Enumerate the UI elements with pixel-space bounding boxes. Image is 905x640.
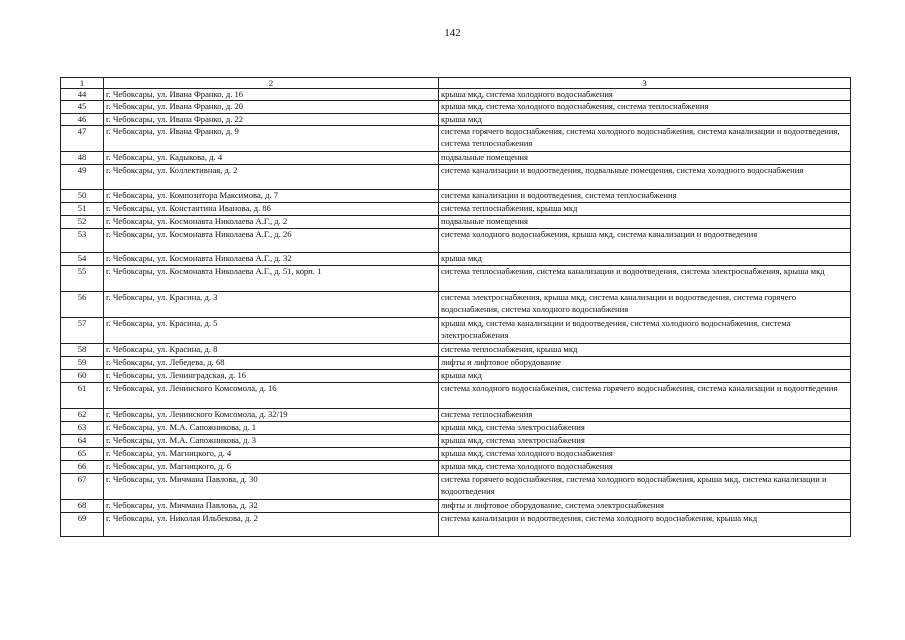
address-cell: г. Чебоксары, ул. Композитора Максимова, д. 7 xyxy=(104,190,439,203)
row-number-cell: 46 xyxy=(61,113,104,125)
table-row xyxy=(61,203,851,216)
systems-cell: система канализации и водоотведения, подвальные помещения, система холодного водоснабжения xyxy=(439,165,851,190)
systems-cell: крыша мкд, система электроснабжения xyxy=(439,435,851,448)
address-cell: г. Чебоксары, ул. Николая Ильбекова, д. 2 xyxy=(104,513,439,537)
systems-cell: система горячего водоснабжения, система холодного водоснабжения, крыша мкд, система канализации и водоотведения xyxy=(439,474,851,500)
row-number-cell: 64 xyxy=(61,435,104,448)
systems-cell: подвальные помещения xyxy=(439,216,851,229)
row-number-cell: 47 xyxy=(61,126,104,152)
address-cell: г. Чебоксары, ул. Мичмана Павлова, д. 30 xyxy=(104,474,439,500)
address-cell: г. Чебоксары, ул. Космонавта Николаева А.Г., д. 51, корп. 1 xyxy=(104,266,439,292)
row-number-cell: 68 xyxy=(61,500,104,513)
table-row xyxy=(61,448,851,461)
row-number-cell: 69 xyxy=(61,513,104,537)
systems-cell: крыша мкд xyxy=(439,370,851,383)
table-row xyxy=(61,152,851,165)
table-row xyxy=(61,513,851,537)
systems-cell: крыша мкд xyxy=(439,113,851,125)
table-row xyxy=(61,409,851,422)
address-cell: г. Чебоксары, ул. Магницкого, д. 6 xyxy=(104,461,439,474)
page-number: 142 xyxy=(444,27,461,39)
table-row xyxy=(61,435,851,448)
table-row xyxy=(61,318,851,344)
address-cell: г. Чебоксары, ул. Кадыкова, д. 4 xyxy=(104,152,439,165)
row-number-cell: 63 xyxy=(61,422,104,435)
row-number-cell: 67 xyxy=(61,474,104,500)
row-number-cell: 58 xyxy=(61,344,104,357)
address-cell: г. Чебоксары, ул. Ленинского Комсомола, д. 16 xyxy=(104,383,439,409)
address-cell: г. Чебоксары, ул. Константина Иванова, д. 86 xyxy=(104,203,439,216)
systems-cell: крыша мкд, система канализации и водоотведения, система холодного водоснабжения, система электроснабжения xyxy=(439,318,851,344)
systems-cell: система теплоснабжения, система канализации и водоотведения, система электроснабжения, крыша мкд xyxy=(439,266,851,292)
row-number-cell: 61 xyxy=(61,383,104,409)
systems-cell: крыша мкд, система холодного водоснабжения, система теплоснабжения xyxy=(439,101,851,113)
address-cell: г. Чебоксары, ул. Космонавта Николаева А.Г., д. 2 xyxy=(104,216,439,229)
table-row xyxy=(61,344,851,357)
row-number-cell: 60 xyxy=(61,370,104,383)
table-row xyxy=(61,461,851,474)
column-header-address: 2 xyxy=(104,78,439,89)
table-row xyxy=(61,253,851,266)
systems-cell: лифты и лифтовое оборудование, система электроснабжения xyxy=(439,500,851,513)
row-number-cell: 66 xyxy=(61,461,104,474)
systems-cell: система теплоснабжения xyxy=(439,409,851,422)
column-header-number: 1 xyxy=(61,78,104,89)
row-number-cell: 56 xyxy=(61,292,104,318)
address-cell: г. Чебоксары, ул. Красина, д. 5 xyxy=(104,318,439,344)
address-cell: г. Чебоксары, ул. Красина, д. 3 xyxy=(104,292,439,318)
row-number-cell: 57 xyxy=(61,318,104,344)
table-row xyxy=(61,266,851,292)
table-row xyxy=(61,101,851,113)
systems-cell: система теплоснабжения, крыша мкд xyxy=(439,203,851,216)
systems-cell: крыша мкд, система электроснабжения xyxy=(439,422,851,435)
row-number-cell: 50 xyxy=(61,190,104,203)
address-cell: г. Чебоксары, ул. Коллективная, д. 2 xyxy=(104,165,439,190)
address-cell: г. Чебоксары, ул. Космонавта Николаева А.Г., д. 32 xyxy=(104,253,439,266)
row-number-cell: 44 xyxy=(61,89,104,101)
systems-cell: система холодного водоснабжения, система горячего водоснабжения, система канализации и водоотведения xyxy=(439,383,851,409)
address-cell: г. Чебоксары, ул. Красина, д. 8 xyxy=(104,344,439,357)
address-cell: г. Чебоксары, ул. Космонавта Николаева А.Г., д. 26 xyxy=(104,229,439,253)
systems-cell: крыша мкд xyxy=(439,253,851,266)
address-cell: г. Чебоксары, ул. Мичмана Павлова, д. 32 xyxy=(104,500,439,513)
address-cell: г. Чебоксары, ул. Ленинского Комсомола, д. 32/19 xyxy=(104,409,439,422)
address-cell: г. Чебоксары, ул. Ленинградская, д. 16 xyxy=(104,370,439,383)
row-number-cell: 53 xyxy=(61,229,104,253)
systems-cell: система канализации и водоотведения, система холодного водоснабжения, крыша мкд xyxy=(439,513,851,537)
row-number-cell: 48 xyxy=(61,152,104,165)
row-number-cell: 65 xyxy=(61,448,104,461)
systems-cell: система канализации и водоотведения, система теплоснабжения xyxy=(439,190,851,203)
address-cell: г. Чебоксары, ул. Ивана Франко, д. 9 xyxy=(104,126,439,152)
table-row xyxy=(61,370,851,383)
address-cell: г. Чебоксары, ул. Ивана Франко, д. 22 xyxy=(104,113,439,125)
systems-cell: крыша мкд, система холодного водоснабжения xyxy=(439,89,851,101)
row-number-cell: 52 xyxy=(61,216,104,229)
systems-cell: система горячего водоснабжения, система холодного водоснабжения, система канализации и водоотведения, система теплоснабжения xyxy=(439,126,851,152)
table-row xyxy=(61,422,851,435)
table-row xyxy=(61,190,851,203)
systems-cell: система теплоснабжения, крыша мкд xyxy=(439,344,851,357)
systems-cell: система холодного водоснабжения, крыша мкд, система канализации и водоотведения xyxy=(439,229,851,253)
table-row xyxy=(61,292,851,318)
systems-cell: крыша мкд, система холодного водоснабжения xyxy=(439,448,851,461)
row-number-cell: 49 xyxy=(61,165,104,190)
table-row xyxy=(61,126,851,152)
address-cell: г. Чебоксары, ул. М.А. Сапожникова, д. 3 xyxy=(104,435,439,448)
table-row xyxy=(61,357,851,370)
systems-cell: лифты и лифтовое оборудование xyxy=(439,357,851,370)
table-row xyxy=(61,500,851,513)
row-number-cell: 51 xyxy=(61,203,104,216)
systems-cell: система электроснабжения, крыша мкд, система канализации и водоотведения, система горячего водоснабжения, система холодного водоснабжения xyxy=(439,292,851,318)
row-number-cell: 54 xyxy=(61,253,104,266)
systems-cell: крыша мкд, система холодного водоснабжения xyxy=(439,461,851,474)
table-row xyxy=(61,383,851,409)
row-number-cell: 55 xyxy=(61,266,104,292)
row-number-cell: 62 xyxy=(61,409,104,422)
row-number-cell: 45 xyxy=(61,101,104,113)
table-row xyxy=(61,216,851,229)
address-cell: г. Чебоксары, ул. Лебедева, д. 68 xyxy=(104,357,439,370)
table-row xyxy=(61,474,851,500)
address-systems-table xyxy=(60,77,851,537)
column-header-systems: 3 xyxy=(439,78,851,89)
table-header-row xyxy=(61,78,851,89)
table-row xyxy=(61,165,851,190)
address-cell: г. Чебоксары, ул. Ивана Франко, д. 20 xyxy=(104,101,439,113)
address-cell: г. Чебоксары, ул. Магницкого, д. 4 xyxy=(104,448,439,461)
table-row xyxy=(61,229,851,253)
address-cell: г. Чебоксары, ул. М.А. Сапожникова, д. 1 xyxy=(104,422,439,435)
address-cell: г. Чебоксары, ул. Ивана Франко, д. 16 xyxy=(104,89,439,101)
row-number-cell: 59 xyxy=(61,357,104,370)
systems-cell: подвальные помещения xyxy=(439,152,851,165)
table-row xyxy=(61,89,851,101)
table-row xyxy=(61,113,851,125)
